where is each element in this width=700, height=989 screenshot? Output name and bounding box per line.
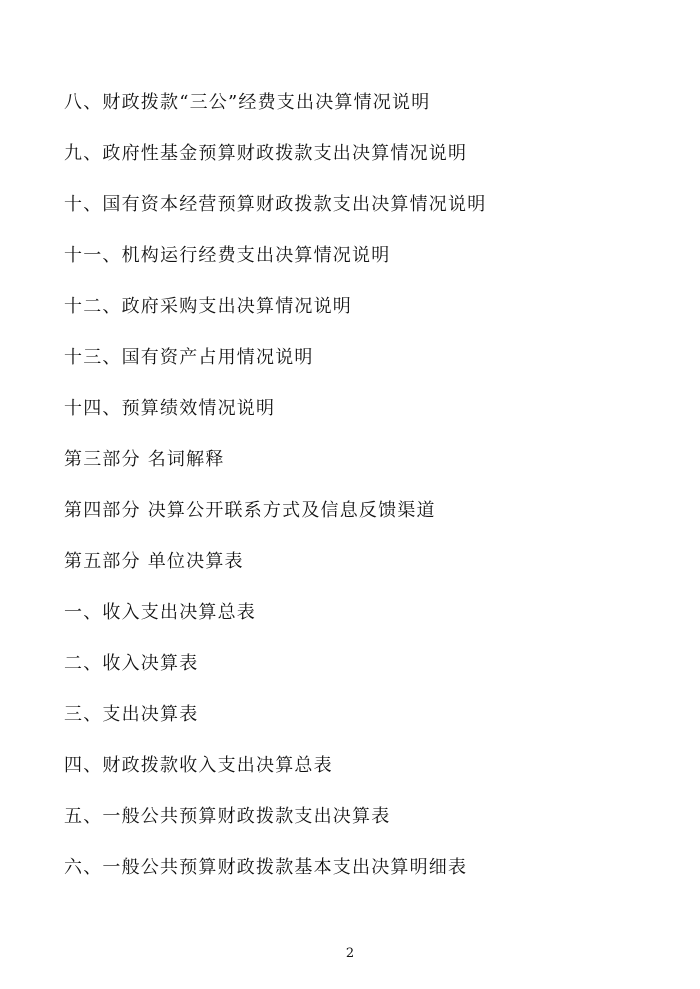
toc-item-section-8: 八、财政拨款“三公”经费支出决算情况说明 xyxy=(64,92,431,113)
toc-item-table-2: 二、收入决算表 xyxy=(64,653,199,674)
toc-item-part-4: 第四部分 决算公开联系方式及信息反馈渠道 xyxy=(64,500,436,521)
toc-item-table-3: 三、支出决算表 xyxy=(64,704,199,725)
toc-item-section-14: 十四、预算绩效情况说明 xyxy=(64,398,276,419)
toc-item-section-11: 十一、机构运行经费支出决算情况说明 xyxy=(64,245,391,266)
page-number: 2 xyxy=(345,946,355,961)
toc-item-table-5: 五、一般公共预算财政拨款支出决算表 xyxy=(64,806,391,827)
toc-item-section-9: 九、政府性基金预算财政拨款支出决算情况说明 xyxy=(64,143,468,164)
toc-item-part-5: 第五部分 单位决算表 xyxy=(64,551,244,572)
toc-item-section-10: 十、国有资本经营预算财政拨款支出决算情况说明 xyxy=(64,194,487,215)
toc-item-table-1: 一、收入支出决算总表 xyxy=(64,602,256,623)
toc-item-table-6: 六、一般公共预算财政拨款基本支出决算明细表 xyxy=(64,857,468,878)
table-of-contents xyxy=(64,88,664,904)
toc-item-part-3: 第三部分 名词解释 xyxy=(64,449,225,470)
toc-item-section-12: 十二、政府采购支出决算情况说明 xyxy=(64,296,352,317)
toc-item-section-13: 十三、国有资产占用情况说明 xyxy=(64,347,314,368)
toc-item-table-4: 四、财政拨款收入支出决算总表 xyxy=(64,755,333,776)
